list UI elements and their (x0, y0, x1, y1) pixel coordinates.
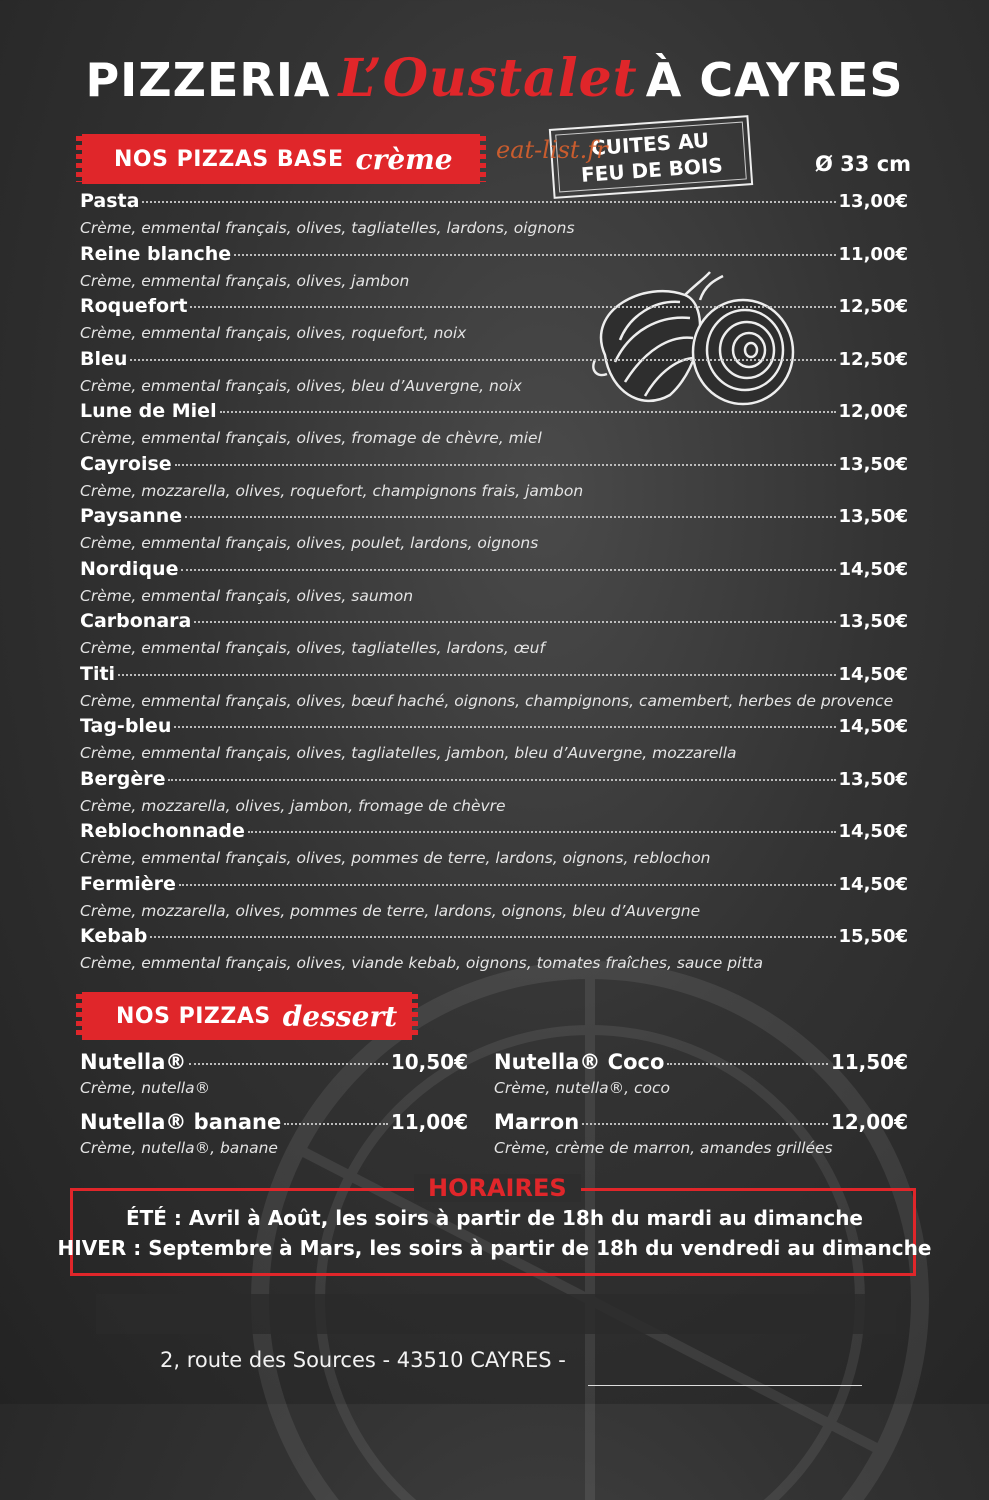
menu-item (80, 610, 908, 663)
pizza-description: Crème, emmental français, olives, roquefort, noix (80, 324, 467, 342)
dessert-item (494, 1110, 908, 1160)
menu-item (80, 190, 908, 243)
dotted-leader (179, 884, 836, 886)
pizza-name: Fermière (80, 872, 176, 895)
pizza-price: 12,50€ (838, 348, 908, 370)
stamp-line2: FEU DE BOIS (580, 153, 724, 187)
dotted-leader (189, 1063, 387, 1065)
pizza-description: Crème, emmental français, olives, bleu d’Auvergne, noix (80, 376, 522, 395)
pizza-price: 14,50€ (838, 873, 908, 895)
pizza-description: Crème, nutella®, banane (80, 1139, 278, 1157)
pizza-description: Crème, emmental français, olives, poulet, lardons, oignons (80, 534, 539, 552)
pizza-description: Crème, emmental français, olives, tagliatelles, jambon, bleu d’Auvergne, mozzarella (80, 744, 737, 762)
pizza-name: Reblochonnade (80, 820, 245, 842)
dotted-leader (248, 831, 836, 833)
dotted-leader (220, 411, 836, 413)
pizza-description: Crème, emmental français, olives, jambon (80, 271, 410, 290)
dotted-leader (174, 726, 835, 728)
dotted-leader (130, 359, 835, 361)
pizza-name: Roquefort (80, 295, 188, 317)
pizza-name: Nordique (80, 557, 179, 580)
pizza-description: Crème, mozzarella, olives, roquefort, champignons frais, jambon (80, 481, 584, 500)
hours-title: HORAIRES (414, 1174, 581, 1202)
pizza-name: Carbonara (80, 610, 192, 632)
pizza-name: Cayroise (80, 452, 172, 475)
pizza-description: Crème, emmental français, olives, fromage de chèvre, miel (80, 429, 542, 447)
pizza-name: Pasta (80, 190, 140, 212)
pizza-price: 12,00€ (838, 401, 908, 422)
hours-winter: HIVER : Septembre à Mars, les soirs à partir de 18h du vendredi au dimanche (57, 1236, 932, 1260)
dotted-leader (142, 201, 835, 203)
address: 2, route des Sources - 43510 CAYRES - (160, 1348, 566, 1372)
menu-item (80, 400, 908, 453)
menu-item (80, 820, 908, 873)
dotted-leader (175, 464, 836, 466)
pizza-price: 12,50€ (838, 296, 908, 317)
dessert-section-ribbon (84, 994, 410, 1038)
pizza-size: Ø 33 cm (815, 152, 912, 176)
title-script: L’Oustalet (338, 48, 638, 109)
address-band (96, 1294, 896, 1334)
ribbon-text: NOS PIZZAS BASE (114, 146, 344, 172)
dotted-leader (284, 1123, 388, 1125)
stamp-line1: CUITES AU (590, 127, 710, 161)
title-left: PIZZERIA (85, 53, 331, 107)
phone-underline (588, 1385, 862, 1386)
pizza-name: Tag-bleu (80, 715, 172, 737)
pizza-price: 14,50€ (838, 716, 908, 737)
menu-item (80, 348, 908, 401)
pizza-name: Paysanne (80, 505, 183, 527)
hours-summer: ÉTÉ : Avril à Août, les soirs à partir de 18h du mardi au dimanche (126, 1206, 863, 1230)
pizza-name: Nutella® banane (80, 1110, 282, 1134)
pizza-name: Bergère (80, 767, 166, 790)
pizza-name: Reine blanche (80, 242, 232, 265)
pizza-price: 12,00€ (830, 1110, 908, 1134)
pizza-price: 13,00€ (838, 191, 908, 212)
pizza-price: 13,50€ (838, 506, 908, 527)
cream-pizza-list (80, 190, 908, 978)
ribbon-text: NOS PIZZAS (116, 1003, 271, 1029)
menu-item (80, 873, 908, 926)
pizza-description: Crème, emmental français, olives, tagliatelles, lardons, œuf (80, 639, 545, 657)
menu-item (80, 925, 908, 978)
page-title (0, 48, 989, 109)
pizza-name: Nutella® (80, 1050, 187, 1074)
title-right: À CAYRES (645, 53, 904, 107)
pizza-price: 11,00€ (838, 243, 908, 265)
pizza-name: Marron (494, 1110, 580, 1134)
ribbon-script: dessert (282, 999, 398, 1033)
pizza-description: Crème, emmental français, olives, viande kebab, oignons, tomates fraîches, sauce pitta (80, 954, 763, 972)
pizza-name: Kebab (80, 925, 148, 947)
pizza-price: 10,50€ (390, 1050, 468, 1074)
dessert-item (80, 1110, 468, 1160)
pizza-description: Crème, crème de marron, amandes grillées (494, 1139, 833, 1157)
pizza-price: 14,50€ (838, 558, 908, 580)
menu-item (80, 768, 908, 821)
pizza-price: 14,50€ (838, 821, 908, 842)
dotted-leader (185, 516, 835, 518)
pizza-description: Crème, mozzarella, olives, pommes de terre, lardons, oignons, bleu d’Auvergne (80, 901, 701, 920)
pizza-price: 11,00€ (390, 1110, 468, 1134)
pizza-name: Titi (80, 662, 116, 685)
dotted-leader (667, 1063, 827, 1065)
dotted-leader (194, 621, 835, 623)
dotted-leader (234, 254, 835, 256)
menu-item (80, 295, 908, 348)
dessert-item (80, 1050, 468, 1100)
menu-item (80, 243, 908, 296)
pizza-description: Crème, nutella®, coco (494, 1079, 670, 1097)
pizza-price: 13,50€ (838, 768, 908, 790)
dotted-leader (582, 1123, 828, 1125)
menu-item (80, 453, 908, 506)
pizza-name: Lune de Miel (80, 400, 217, 422)
pizza-price: 13,50€ (838, 453, 908, 475)
dotted-leader (190, 306, 835, 308)
pizza-description: Crème, emmental français, olives, saumon (80, 586, 414, 605)
menu-item (80, 663, 908, 716)
pizza-description: Crème, emmental français, olives, tagliatelles, lardons, oignons (80, 219, 575, 237)
dotted-leader (118, 674, 835, 676)
menu-item (80, 715, 908, 768)
dotted-leader (168, 779, 835, 781)
pizza-price: 14,50€ (838, 663, 908, 685)
dessert-item (494, 1050, 908, 1100)
watermark-text: eat-list.fr (496, 136, 608, 164)
pizza-description: Crème, emmental français, olives, bœuf haché, oignons, champignons, camembert, herbes de provence (80, 691, 894, 710)
cream-section-ribbon (84, 136, 478, 182)
pizza-description: Crème, emmental français, olives, pommes de terre, lardons, oignons, reblochon (80, 849, 711, 867)
pizza-name: Bleu (80, 347, 128, 370)
ribbon-script: crème (355, 142, 453, 176)
dotted-leader (181, 569, 835, 571)
pizza-description: Crème, mozzarella, olives, jambon, fromage de chèvre (80, 796, 506, 815)
pizza-description: Crème, nutella® (80, 1079, 211, 1097)
pizza-name: Nutella® Coco (494, 1050, 665, 1074)
pizza-price: 11,50€ (830, 1050, 908, 1074)
menu-item (80, 558, 908, 611)
pizza-price: 13,50€ (838, 611, 908, 632)
menu-item (80, 505, 908, 558)
dotted-leader (150, 936, 835, 938)
pizza-price: 15,50€ (838, 926, 908, 947)
